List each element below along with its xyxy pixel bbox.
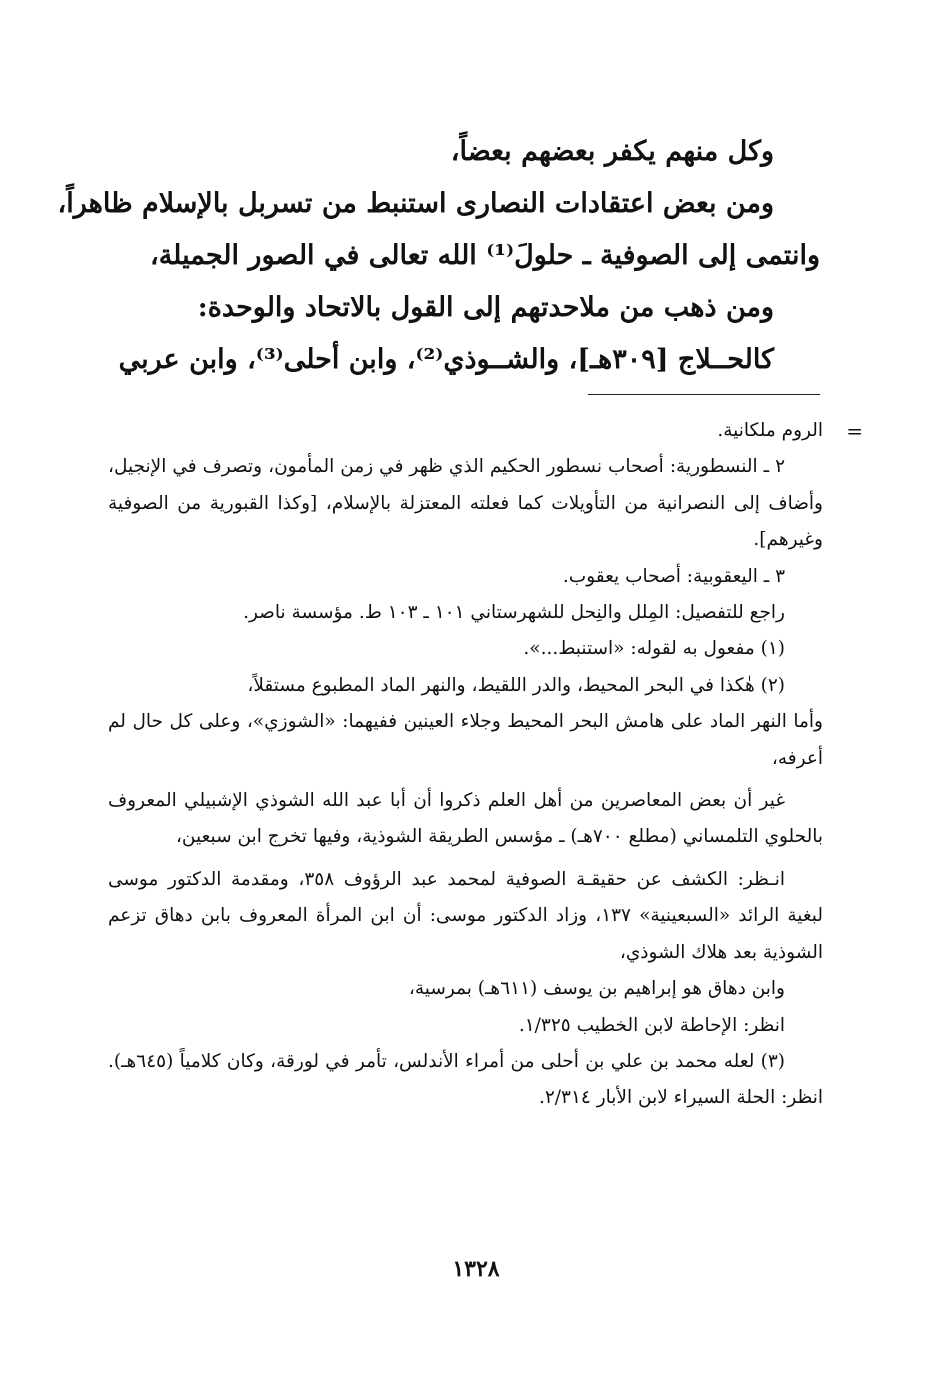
- page-number: ١٣٢٨: [452, 1256, 500, 1282]
- footnote-2: (٢) هٰكذا في البحر المحيط، والدر اللقيط، والنهر الماد المطبوع مستقلاً،: [247, 674, 785, 696]
- text-line-5: كالحــلاج [٣٠٩هـ]، والشــوذي⁽²⁾، وابن أحلى⁽³⁾، وابن عربي: [118, 344, 774, 375]
- footnote-2-ibn-dahhaq: وابن دهاق هو إبراهيم بن يوسف (٦١١هـ) بمرسية،: [408, 978, 785, 1000]
- footnotes: [108, 413, 863, 1117]
- main-text: [57, 126, 820, 386]
- footnote-jacobite: ٣ ـ اليعقوبية: أصحاب يعقوب.: [562, 565, 785, 587]
- footnote-nestorian: ٢ ـ النسطورية: أصحاب نسطور الحكيم الذي ظهر في زمن المأمون، وتصرف في الإنجيل، وأضاف إلى النصرانية من التأويلات كما فعلته المعتزلة بالإسلام، [وكذا القبورية من الصوفية وغيرهم].: [108, 456, 823, 551]
- text-line-4: ومن ذهب من ملاحدتهم إلى القول بالاتحاد والوحدة:: [197, 292, 774, 323]
- footnote-separator: [588, 394, 820, 395]
- footnote-1: (١) مفعول به لقوله: «استنبط...».: [523, 638, 785, 660]
- text-line-2: ومن بعض اعتقادات النصارى استنبط من تسربل بالإسلام ظاهراً،: [57, 188, 774, 219]
- footnote-2-shudhi: غير أن بعض المعاصرين من أهل العلم ذكروا أن أبا عبد الله الشوذي الإشبيلي المعروف بالحلوي التلمساني (مطلع ٧٠٠هـ) ـ مؤسس الطريقة الشوذية، وفيها تخرج ابن سبعين،: [108, 790, 823, 848]
- footnote-2-ihata: انظر: الإحاطة لابن الخطيب ١/٣٢٥.: [518, 1014, 785, 1036]
- text-line-1: وكل منهم يكفر بعضهم بعضاً،: [450, 136, 774, 167]
- footnote-2-continued: وأما النهر الماد على هامش البحر المحيط وجلاء العينين ففيهما: «الشوزي»، وعلى كل حال لم أعرفه،: [108, 711, 823, 769]
- footnote-3: (٣) لعله محمد بن علي بن أحلى من أمراء الأندلس، تأمر في لورقة، وكان كلامياً (٦٤٥هـ). انظر: الحلة السيراء لابن الأبار ٢/٣١٤.: [108, 1050, 823, 1109]
- continuation-mark: =: [846, 419, 863, 443]
- text-line-3: وانتمى إلى الصوفية ـ حلولَ⁽¹⁾ الله تعالى في الصور الجميلة،: [149, 240, 820, 271]
- footnote-reference: راجع للتفصيل: المِلل والنِحل للشهرستاني ١٠١ ـ ١٠٣ ط. مؤسسة ناصر.: [243, 602, 785, 624]
- footnote-2-sources: انـظر: الكشف عن حقيقـة الصوفية لمحمد عبد الرؤوف ٣٥٨، ومقدمة الدكتور موسى لبغية الرائد «السبعينية» ١٣٧، وزاد الدكتور موسى: أن ابن المرأة المعروف بابن دهاق تزعم الشوذية بعد هلاك الشوذي،: [108, 868, 823, 963]
- footnote-continuation: [108, 413, 863, 449]
- footnote-text: الروم ملكانية.: [717, 420, 823, 441]
